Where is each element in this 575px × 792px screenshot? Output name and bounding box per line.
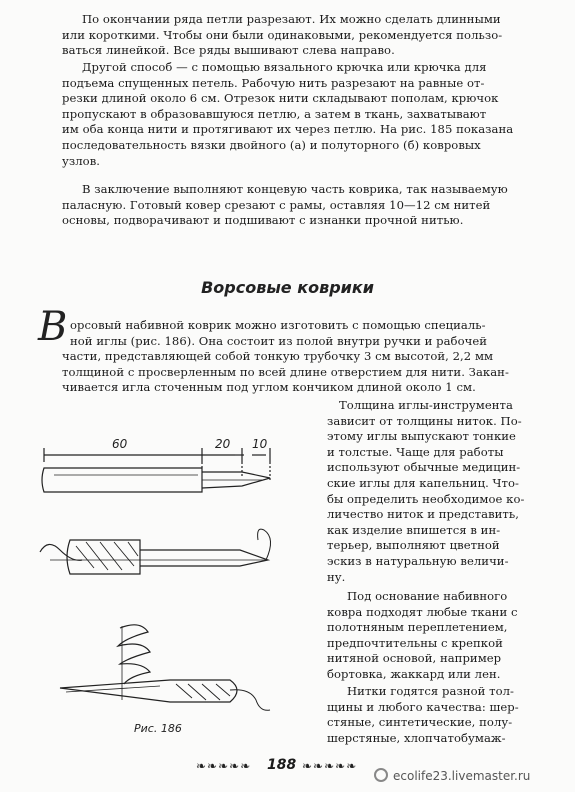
needle-with-thread (40, 529, 271, 574)
needle-side-view (42, 468, 270, 492)
text-line: щины и любого качества: шер- (327, 699, 519, 714)
text-line: толщиной с просверленным по всей длине отверстием для нити. Закан- (62, 364, 509, 379)
text-line: ну. (327, 569, 346, 584)
text-line: ские иглы для капельниц. Что- (327, 475, 520, 490)
paragraph-finishing (62, 182, 550, 229)
text-line: резки длиной около 6 см. Отрезок нити складывают пополам, крючок (62, 91, 499, 106)
figure-caption: Рис. 186 (134, 722, 182, 735)
text-line: основы, подворачивают и подшивают с изнанки прочной нитью. (62, 213, 464, 228)
dimension-label-10: 10 (252, 437, 268, 451)
text-line: терьер, выполняют цветной (327, 538, 500, 553)
paragraph-needle-thickness (327, 398, 547, 585)
text-line: или короткими. Чтобы они были одинаковыми, рекомендуется пользо- (62, 27, 503, 42)
text-line: орсовый набивной коврик можно изготовить с помощью специаль- (70, 318, 486, 332)
watermark-logo-icon (374, 768, 388, 782)
paragraph-intro (70, 318, 550, 349)
page-number: 188 (267, 757, 297, 773)
text-line: этому иглы выпускают тонкие (327, 429, 516, 444)
text-line: подъема спущенных петель. Рабочую нить разрезают на равные от- (62, 75, 485, 90)
text-line: В заключение выполняют концевую часть коврика, так называемую (82, 182, 508, 196)
watermark-text: ecolife23.livemaster.ru (393, 769, 531, 783)
text-line: паласную. Готовый ковер срезают с рамы, оставляя 10—12 см нитей (62, 197, 491, 212)
paragraph-loops (62, 12, 550, 59)
paragraph-crochet-method (62, 60, 550, 169)
drop-cap: В (38, 304, 68, 350)
text-line: чивается игла сточенным под углом кончиком длиной около 1 см. (62, 380, 476, 395)
text-line: узлов. (62, 153, 101, 168)
needle-in-fabric (60, 625, 270, 710)
paragraph-threads (327, 684, 547, 746)
text-line: Нитки годятся разной тол- (347, 684, 515, 698)
needle-illustration (30, 400, 320, 718)
section-heading: Ворсовые коврики (201, 278, 374, 297)
text-line: бы определить необходимое ко- (327, 491, 525, 506)
text-line: нитяной основой, например (327, 651, 502, 666)
text-line: полотняным переплетением, (327, 620, 508, 635)
text-line: ной иглы (рис. 186). Она состоит из полой внутри ручки и рабочей (70, 333, 488, 348)
text-line: последовательность вязки двойного (а) и полуторного (б) ковровых (62, 137, 481, 152)
dimension-lines (44, 448, 270, 482)
text-line: пропускают в образовавшуюся петлю, а затем в ткань, захватывают (62, 106, 487, 121)
text-line: бортовка, жаккард или лен. (327, 666, 501, 681)
paragraph-intro-cont (62, 349, 550, 396)
text-line: личество ниток и представить, (327, 507, 519, 522)
text-line: стяные, синтетические, полу- (327, 715, 513, 730)
text-line: и толстые. Чаще для работы (327, 444, 504, 459)
text-line: части, представляющей собой тонкую трубочку 3 см высотой, 2,2 мм (62, 349, 494, 363)
text-line: Другой способ — с помощью вязального крючка или крючка для (82, 60, 487, 74)
text-line: шерстяные, хлопчатобумаж- (327, 730, 506, 745)
paragraph-base-fabric (327, 589, 547, 683)
dimension-label-60: 60 (112, 437, 128, 451)
text-line: предпочтительны с крепкой (327, 635, 503, 650)
text-line: ваться линейкой. Все ряды вышивают слева направо. (62, 43, 395, 58)
text-line: используют обычные медицин- (327, 460, 521, 475)
ornament-left: ❧❧❧❧❧ (196, 759, 252, 773)
text-line: Под основание набивного (347, 589, 508, 603)
text-line: зависит от толщины ниток. По- (327, 413, 522, 428)
text-line: им оба конца нити и протягивают их через петлю. На рис. 185 показана (62, 122, 514, 137)
text-line: По окончании ряда петли разрезают. Их можно сделать длинными (82, 12, 501, 26)
dimension-label-20: 20 (215, 437, 231, 451)
ornament-right: ❧❧❧❧❧ (302, 759, 358, 773)
text-line: как изделие впишется в ин- (327, 522, 501, 537)
text-line: ковра подходят любые ткани с (327, 604, 518, 619)
text-line: Толщина иглы-инструмента (339, 398, 513, 412)
text-line: эскиз в натуральную величи- (327, 553, 509, 568)
